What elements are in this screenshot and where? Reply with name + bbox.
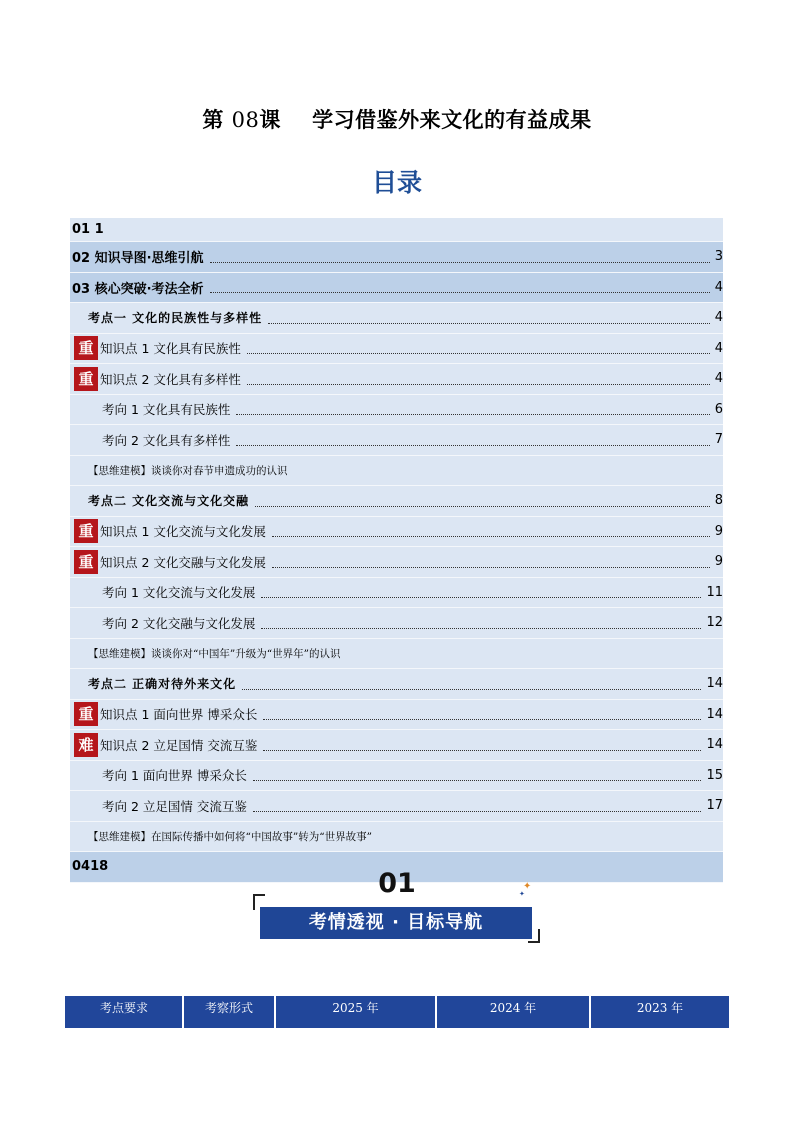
- toc-page-number: 6: [714, 401, 723, 417]
- toc-entry-label: 【思维建模】在国际传播中如何将“中国故事”转为“世界故事”: [88, 830, 372, 843]
- toc-leader-dots: [242, 689, 701, 690]
- toc-entry[interactable]: [70, 364, 723, 395]
- toc-page-number: 9: [714, 554, 723, 570]
- toc-entry[interactable]: [70, 395, 723, 426]
- toc-entry-label: 知识点 1 文化具有民族性: [100, 341, 241, 357]
- toc-leader-dots: [268, 323, 710, 324]
- toc-entry-label: 02 知识导图·思维引航: [72, 251, 204, 267]
- toc-entry-label: 考点二 文化交流与文化交融: [88, 494, 250, 509]
- toc-entry[interactable]: [70, 669, 723, 700]
- toc-page-number: 4: [714, 340, 723, 356]
- title-prefix: 第: [202, 108, 224, 132]
- toc-entry-label: 知识点 1 面向世界 博采众长: [100, 707, 258, 723]
- difficulty-badge: 难: [74, 733, 98, 757]
- toc-entry[interactable]: [70, 730, 723, 761]
- exam-table: [65, 996, 729, 1028]
- toc-leader-dots: [210, 262, 710, 263]
- toc-page-number: 14: [706, 706, 723, 722]
- header-cell-form: 考察形式: [183, 996, 275, 1028]
- toc-entry[interactable]: [70, 517, 723, 548]
- toc-entry[interactable]: [70, 456, 723, 487]
- toc-leader-dots: [253, 811, 702, 812]
- toc-entry-label: 知识点 1 文化交流与文化发展: [100, 524, 266, 540]
- toc-page-number: 7: [714, 432, 723, 448]
- toc-entry[interactable]: [70, 547, 723, 578]
- toc-leader-dots: [236, 445, 709, 446]
- toc-entry-label: 01 1: [72, 222, 104, 237]
- toc-page-number: 4: [714, 371, 723, 387]
- toc-entry[interactable]: [70, 334, 723, 365]
- toc-page-number: 17: [706, 798, 723, 814]
- toc-page-number: 4: [714, 279, 723, 295]
- toc-entry[interactable]: [70, 486, 723, 517]
- corner-bracket-bottom-right: [528, 929, 540, 943]
- toc-entry[interactable]: [70, 608, 723, 639]
- toc-entry[interactable]: [70, 761, 723, 792]
- toc-entry[interactable]: [70, 639, 723, 670]
- document-title: [0, 104, 794, 134]
- toc-entry[interactable]: [70, 578, 723, 609]
- toc-page-number: 14: [706, 737, 723, 753]
- toc-entry-label: 考向 2 文化交融与文化发展: [102, 615, 256, 631]
- key-point-badge: 重: [74, 550, 98, 574]
- toc-page-number: 3: [714, 249, 723, 265]
- sparkle-icon: ✦: [523, 881, 532, 892]
- toc-leader-dots: [255, 506, 710, 507]
- toc-leader-dots: [272, 536, 710, 537]
- key-point-badge: 重: [74, 367, 98, 391]
- toc-entry-label: 【思维建模】谈谈你对“中国年”升级为“世界年”的认识: [88, 647, 341, 660]
- title-lesson: 课: [259, 108, 281, 132]
- toc-leader-dots: [247, 353, 710, 354]
- toc-entry[interactable]: [70, 218, 723, 242]
- toc-entry-label: 知识点 2 立足国情 交流互鉴: [100, 737, 258, 753]
- toc-leader-dots: [210, 292, 710, 293]
- toc-entry[interactable]: [70, 273, 723, 304]
- toc-entry[interactable]: [70, 700, 723, 731]
- toc-entry-label: 考向 1 文化交流与文化发展: [102, 585, 256, 601]
- header-cell-2024: 2024 年: [436, 996, 590, 1028]
- toc-entry-label: 考向 1 面向世界 博采众长: [102, 768, 247, 784]
- toc-page-number: 8: [714, 493, 723, 509]
- toc-leader-dots: [253, 780, 702, 781]
- toc-leader-dots: [263, 719, 701, 720]
- toc-entry[interactable]: [70, 791, 723, 822]
- toc-entry-label: 考向 1 文化具有民族性: [102, 402, 231, 418]
- toc-entry-label: 知识点 2 文化具有多样性: [100, 371, 241, 387]
- title-number: 08: [231, 108, 260, 132]
- toc-entry-label: 考点二 正确对待外来文化: [88, 677, 237, 692]
- key-point-badge: 重: [74, 336, 98, 360]
- toc-entry-label: 知识点 2 文化交融与文化发展: [100, 554, 266, 570]
- toc-page-number: 9: [714, 523, 723, 539]
- toc-leader-dots: [272, 567, 710, 568]
- toc-entry-label: 【思维建模】谈谈你对春节申遗成功的认识: [88, 464, 288, 477]
- toc-entry-label: 03 核心突破·考法全析: [72, 281, 204, 297]
- toc-entry[interactable]: [70, 425, 723, 456]
- table-of-contents: [70, 218, 723, 883]
- toc-page-number: 15: [706, 767, 723, 783]
- toc-entry[interactable]: [70, 242, 723, 273]
- toc-leader-dots: [263, 750, 701, 751]
- title-name: 学习借鉴外来文化的有益成果: [312, 108, 592, 132]
- toc-entry-label: 考点一 文化的民族性与多样性: [88, 311, 263, 326]
- toc-entry-label: 考向 2 立足国情 交流互鉴: [102, 798, 247, 814]
- header-cell-2023: 2023 年: [590, 996, 729, 1028]
- toc-entry[interactable]: [70, 303, 723, 334]
- header-cell-2025: 2025 年: [275, 996, 436, 1028]
- key-point-badge: 重: [74, 519, 98, 543]
- small-sparkle-icon: ✦: [519, 890, 525, 898]
- key-point-badge: 重: [74, 702, 98, 726]
- exam-table-header-row: [66, 996, 730, 1028]
- toc-page-number: 14: [706, 676, 723, 692]
- toc-leader-dots: [247, 384, 710, 385]
- toc-leader-dots: [236, 414, 709, 415]
- section-banner: 考情透视 · 目标导航: [260, 907, 532, 939]
- toc-entry[interactable]: [70, 822, 723, 853]
- toc-entry-label: 考向 2 文化具有多样性: [102, 432, 231, 448]
- toc-page-number: 12: [706, 615, 723, 631]
- toc-page-number: 11: [706, 584, 723, 600]
- header-cell-requirement: 考点要求: [66, 996, 184, 1028]
- toc-page-number: 4: [714, 310, 723, 326]
- toc-entry-label: 0418: [72, 859, 109, 875]
- toc-heading: 目录: [371, 168, 422, 197]
- toc-leader-dots: [261, 628, 701, 629]
- toc-leader-dots: [261, 597, 701, 598]
- section-number: 01: [378, 868, 416, 899]
